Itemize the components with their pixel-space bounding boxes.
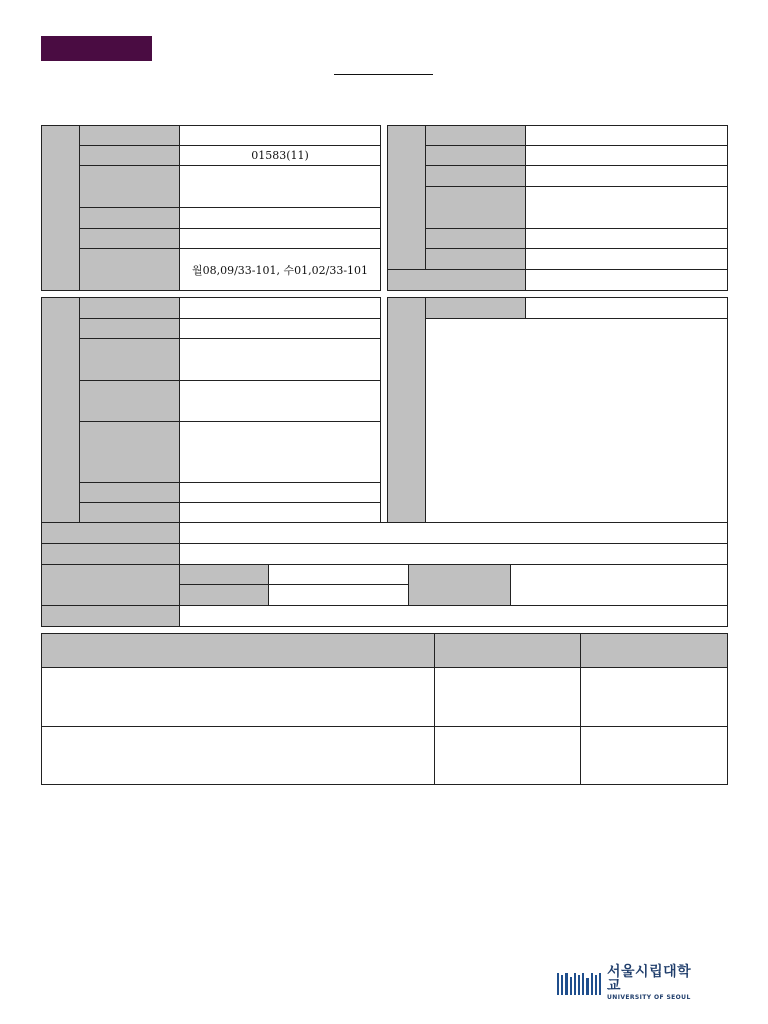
label-cell bbox=[41, 543, 180, 565]
value-cell bbox=[179, 228, 381, 249]
table-header-cell bbox=[580, 633, 728, 668]
label-cell bbox=[79, 207, 180, 229]
label-cell bbox=[41, 522, 180, 544]
university-emblem-icon bbox=[557, 971, 601, 995]
value-cell bbox=[510, 564, 728, 606]
university-logo bbox=[557, 964, 702, 1001]
table-cell bbox=[41, 667, 435, 727]
description-section-label bbox=[387, 297, 426, 523]
table-header-cell bbox=[434, 633, 581, 668]
label-cell bbox=[79, 421, 180, 483]
title-underline bbox=[334, 74, 433, 75]
label-cell bbox=[408, 564, 511, 606]
description-area bbox=[425, 318, 728, 523]
label-cell bbox=[79, 482, 180, 503]
table-header-cell bbox=[41, 633, 435, 668]
logo-name-en: UNIVERSITY OF SEOUL bbox=[607, 994, 691, 1001]
label-cell bbox=[425, 297, 526, 319]
value-cell bbox=[268, 564, 409, 585]
label-cell bbox=[79, 380, 180, 422]
value-cell bbox=[525, 269, 728, 291]
table-cell bbox=[580, 667, 728, 727]
label-cell bbox=[425, 125, 526, 146]
label-cell bbox=[79, 228, 180, 249]
value-cell bbox=[179, 318, 381, 339]
instructor-section-label bbox=[387, 125, 426, 270]
value-cell bbox=[179, 125, 381, 146]
label-cell bbox=[179, 564, 269, 585]
label-cell bbox=[425, 165, 526, 187]
label-cell bbox=[79, 165, 180, 208]
course-info-section-label bbox=[41, 125, 80, 291]
value-cell bbox=[179, 502, 381, 523]
value-cell bbox=[179, 543, 728, 565]
label-cell bbox=[425, 248, 526, 270]
value-cell bbox=[525, 125, 728, 146]
value-cell bbox=[525, 186, 728, 229]
label-cell bbox=[425, 186, 526, 229]
label-cell bbox=[79, 125, 180, 146]
value-cell bbox=[525, 248, 728, 270]
label-cell bbox=[79, 338, 180, 381]
value-cell bbox=[525, 228, 728, 249]
label-cell bbox=[41, 564, 180, 606]
table-cell bbox=[434, 726, 581, 785]
logo-name-ko: 서울시립대학교 bbox=[607, 964, 692, 994]
value-cell bbox=[179, 421, 381, 483]
value-cell bbox=[525, 297, 728, 319]
label-cell bbox=[79, 145, 180, 166]
value-cell bbox=[179, 297, 381, 319]
course-code-cell bbox=[179, 145, 381, 166]
value-cell bbox=[179, 207, 381, 229]
label-cell bbox=[425, 145, 526, 166]
label-cell bbox=[79, 297, 180, 319]
label-cell bbox=[79, 502, 180, 523]
label-cell bbox=[387, 269, 526, 291]
value-cell bbox=[179, 522, 728, 544]
value-cell bbox=[268, 584, 409, 606]
value-cell bbox=[179, 482, 381, 503]
value-cell bbox=[179, 338, 381, 381]
course-code: 01583(11) bbox=[251, 149, 309, 162]
course-detail-section-label bbox=[41, 297, 80, 523]
value-cell bbox=[525, 145, 728, 166]
table-cell bbox=[580, 726, 728, 785]
table-cell bbox=[434, 667, 581, 727]
value-cell bbox=[179, 165, 381, 208]
label-cell bbox=[79, 248, 180, 291]
label-cell bbox=[179, 584, 269, 606]
table-cell bbox=[41, 726, 435, 785]
class-time-room-cell bbox=[179, 248, 381, 291]
value-cell bbox=[525, 165, 728, 187]
label-cell bbox=[425, 228, 526, 249]
header-badge bbox=[41, 36, 152, 61]
class-time-room: 월08,09/33-101, 수01,02/33-101 bbox=[191, 263, 369, 277]
value-cell bbox=[179, 605, 728, 627]
label-cell bbox=[79, 318, 180, 339]
value-cell bbox=[179, 380, 381, 422]
label-cell bbox=[41, 605, 180, 627]
